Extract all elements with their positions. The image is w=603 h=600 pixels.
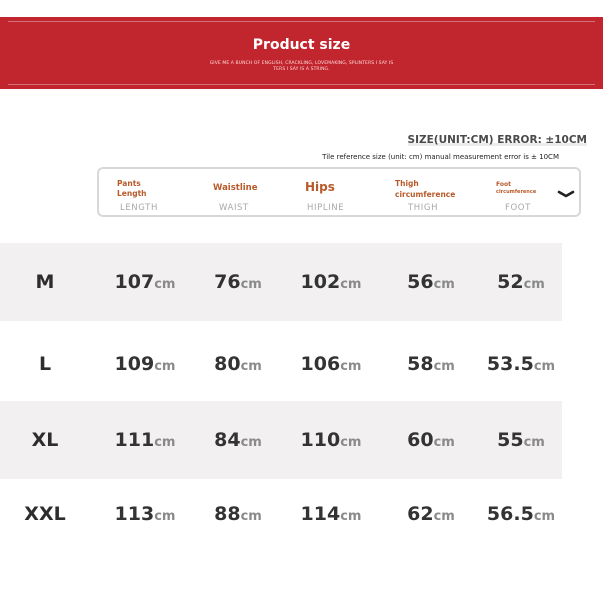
unit-label: cm [533,359,556,374]
thigh-value: 62 [407,503,434,525]
length-value: 111 [114,429,155,451]
thigh-value: 58 [407,353,434,375]
waist-value: 76 [214,271,241,293]
header-label-thigh-line2: circumference [395,190,456,199]
unit-label: cm [154,435,176,450]
length-cell [100,475,190,553]
header-label-foot: Foot [496,181,511,188]
hipline-value: 106 [300,353,341,375]
header-label-hips: Hips [305,180,335,194]
waist-value: 88 [214,503,241,525]
foot-cell [476,325,566,403]
header-label-waist: Waistline [213,183,258,193]
waist-cell [193,475,283,553]
header-col-thigh [365,169,465,215]
unit-label: cm [240,277,262,292]
size-row-xxl [0,475,562,553]
hipline-cell [286,401,376,479]
header-en-waist: WAIST [219,203,249,213]
unit-label: cm [533,509,556,524]
unit-label: cm [523,277,545,292]
header-en-foot: FOOT [505,203,531,213]
length-cell [100,401,190,479]
header-col-waist [183,169,273,215]
thigh-value: 60 [407,429,434,451]
foot-value: 52 [497,271,524,293]
header-label-foot-line2: circumference [496,189,537,195]
length-cell [100,325,190,403]
unit-label: cm [154,277,176,292]
length-cell [100,243,190,321]
size-row-xl [0,401,562,479]
hipline-value: 110 [300,429,341,451]
size-row-m [0,243,562,321]
header-en-hipline: HIPLINE [307,203,345,213]
header-col-hipline [273,169,365,215]
thigh-cell [386,243,476,321]
header-label-length-line2: Length [117,189,147,198]
waist-value: 84 [214,429,241,451]
hipline-cell [286,243,376,321]
unit-label: cm [433,509,455,524]
foot-cell [476,475,566,553]
header-label-thigh: Thigh [395,179,419,188]
unit-label: cm [433,359,455,374]
banner-frame [8,21,595,85]
unit-label: cm [433,277,455,292]
foot-cell [476,243,566,321]
unit-label: cm [154,509,176,524]
reference-note: Tile reference size (unit: cm) manual measurement error is ± 10CM [322,153,559,161]
unit-label: cm [240,435,262,450]
waist-cell [193,325,283,403]
hipline-cell [286,475,376,553]
size-unit-error-label: SIZE(UNIT:CM) ERROR: ±10CM [407,134,587,146]
banner-subtitle-line-2: TERS I SAY IS A STRING. [273,67,330,72]
unit-label: cm [433,435,455,450]
thigh-cell [386,475,476,553]
banner-subtitle-line-1: GIVE ME A BUNCH OF ENGLISH, CRACKLING, LOVEMAKING, SPLINTERS I SAY IS [209,61,394,66]
waist-value: 80 [214,353,241,375]
unit-label: cm [240,359,262,374]
length-value: 113 [114,503,155,525]
measurement-header [97,167,581,217]
unit-label: cm [340,359,362,374]
unit-label: cm [523,435,545,450]
length-value: 109 [114,353,155,375]
hipline-value: 102 [300,271,341,293]
length-value: 107 [114,271,155,293]
thigh-cell [386,401,476,479]
size-label: XL [31,429,59,451]
size-label: XXL [24,503,66,525]
header-en-thigh: THIGH [408,203,439,213]
title-banner [0,17,603,89]
hipline-cell [286,325,376,403]
thigh-value: 56 [407,271,434,293]
header-label-length: Pants [117,179,141,188]
unit-label: cm [154,359,176,374]
unit-label: cm [240,509,262,524]
foot-value: 55 [497,429,524,451]
chevron-down-icon[interactable] [557,189,575,199]
unit-label: cm [340,435,362,450]
header-col-length [99,169,183,215]
size-label: L [38,353,52,375]
foot-value: 53.5 [486,353,534,375]
thigh-cell [386,325,476,403]
foot-value: 56.5 [486,503,534,525]
header-en-length: LENGTH [120,203,158,213]
foot-cell [476,401,566,479]
header-col-foot [465,169,555,215]
page-title: Product size [252,37,351,53]
size-row-l [0,325,562,403]
unit-label: cm [340,277,362,292]
waist-cell [193,401,283,479]
hipline-value: 114 [300,503,341,525]
unit-label: cm [340,509,362,524]
waist-cell [193,243,283,321]
size-label: M [35,271,55,293]
